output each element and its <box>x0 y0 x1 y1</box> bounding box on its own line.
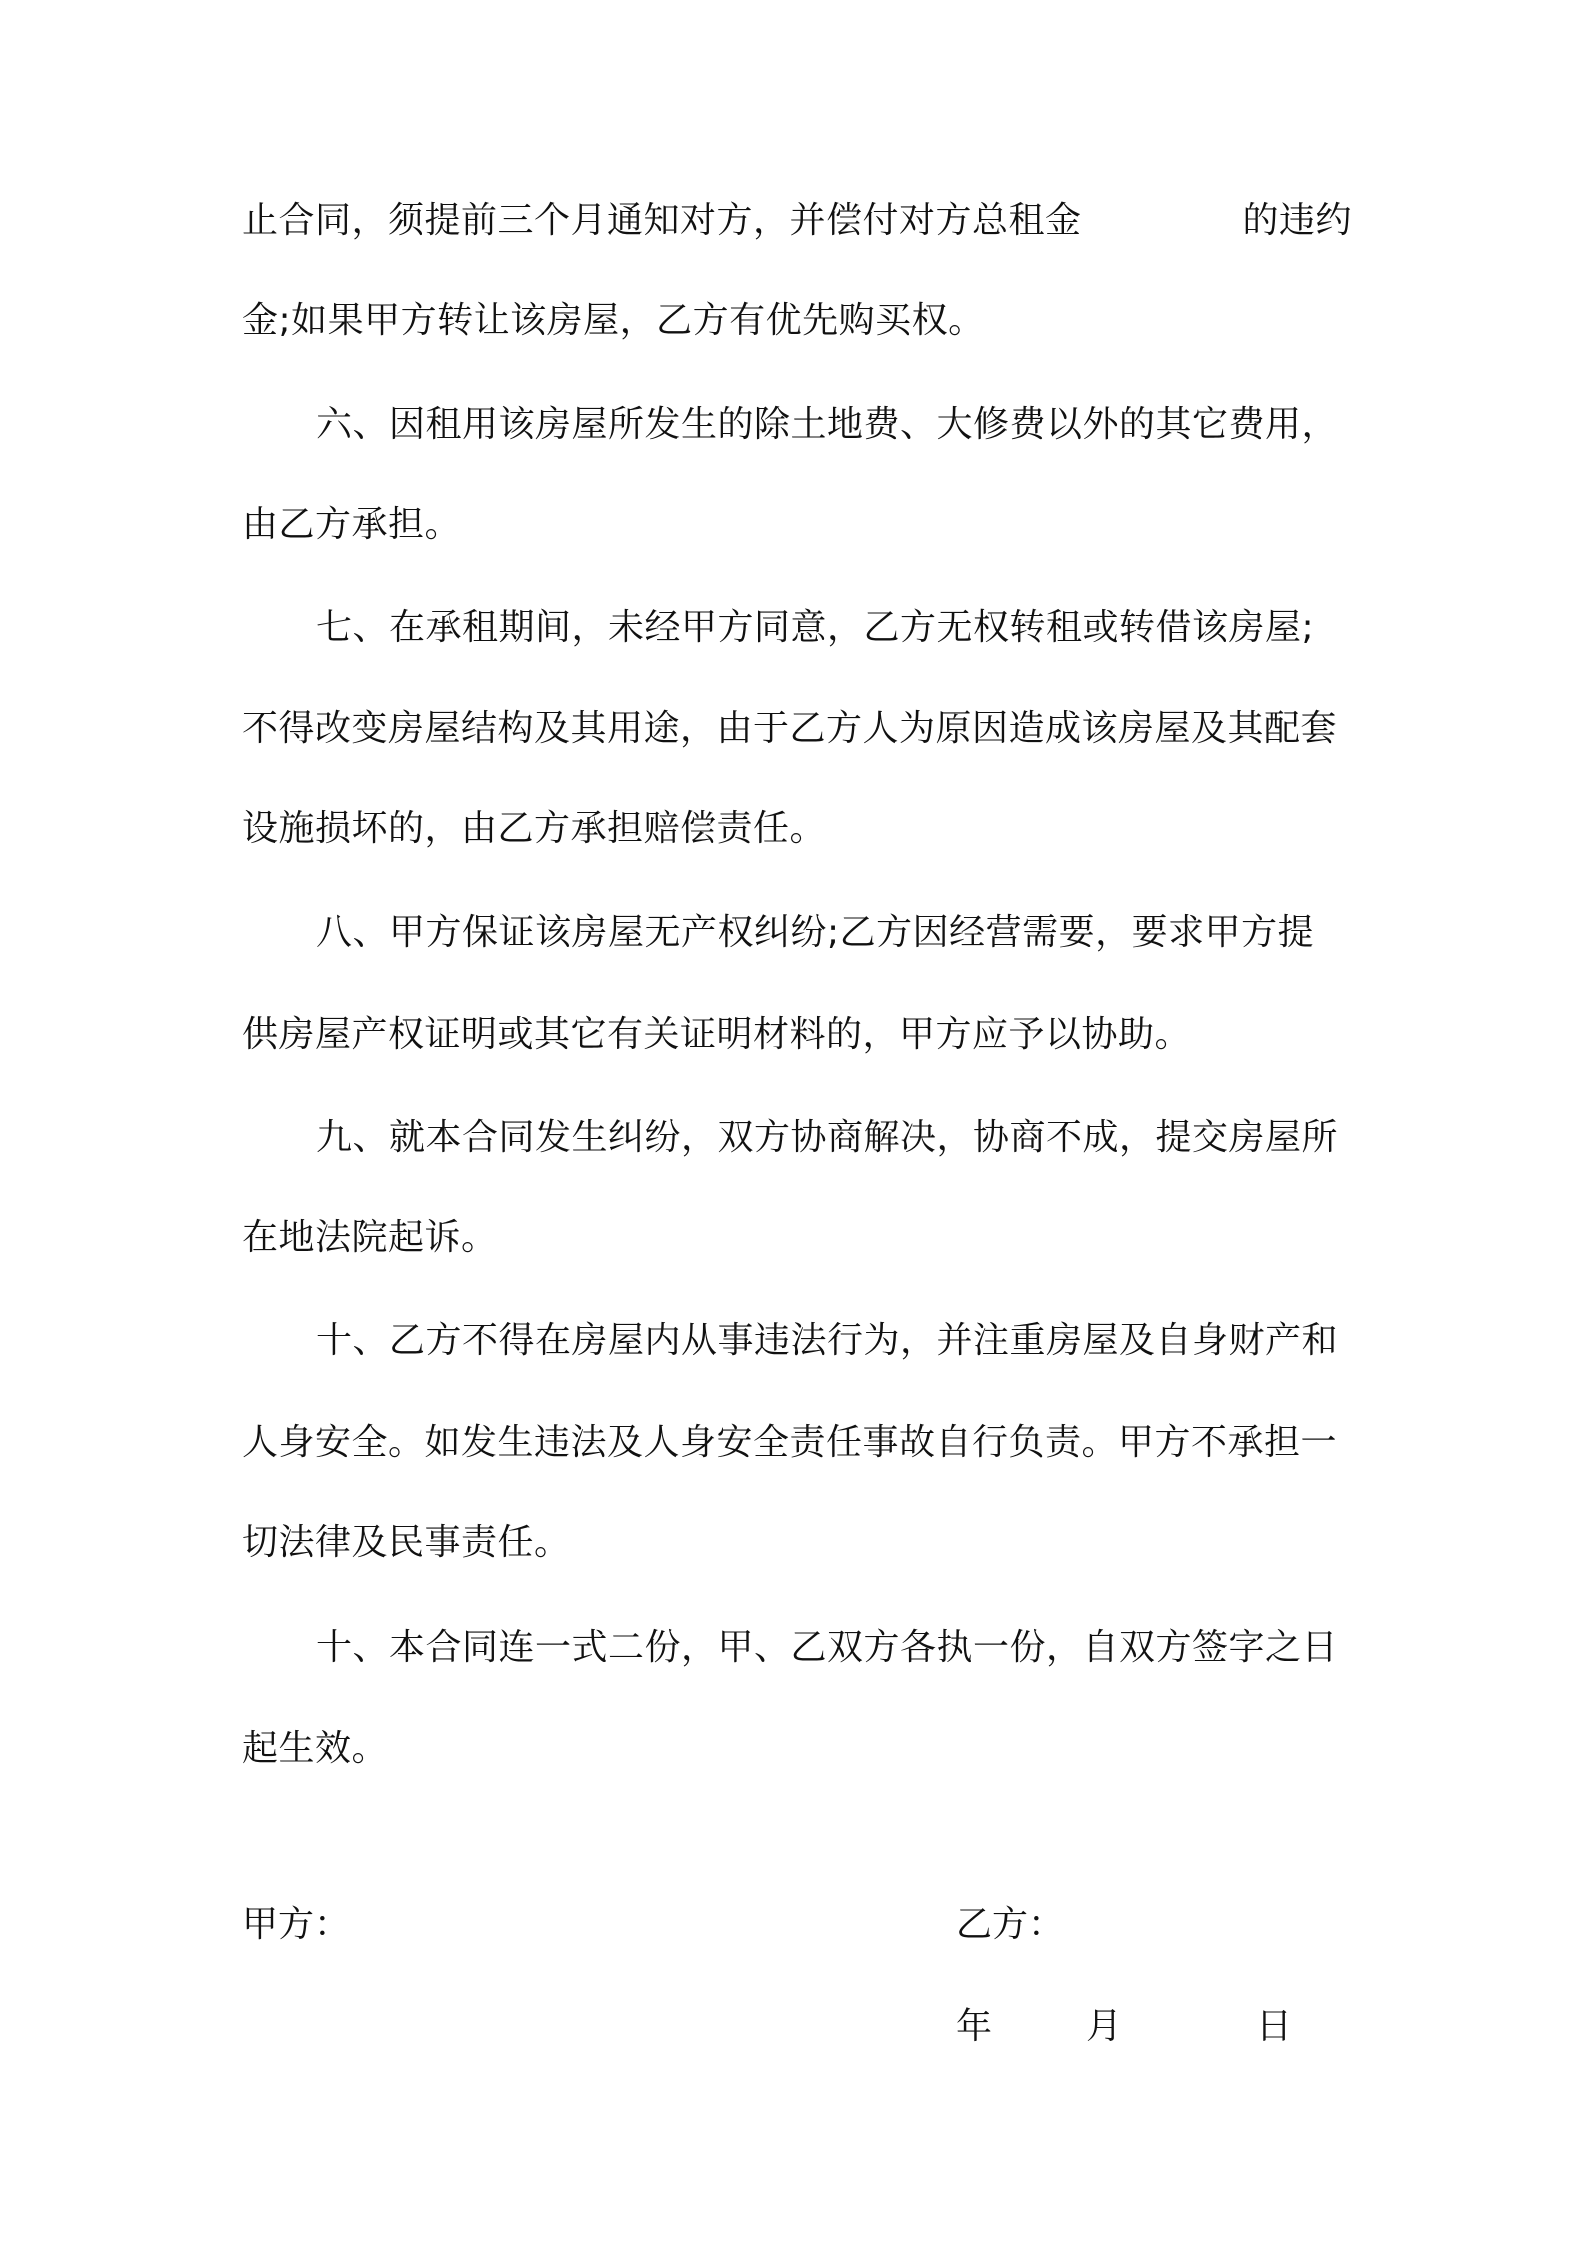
clause-11-line-1: 十、本合同连一式二份，甲、乙双方各执一份，自双方签字之日 <box>316 1627 1339 1668</box>
date-year-label: 年 <box>956 2006 993 2047</box>
party-a-signature-label: 甲方： <box>242 1904 351 1945</box>
text-line-1a: 止合同，须提前三个月通知对方，并偿付对方总租金 <box>242 200 1082 241</box>
clause-6-line-1: 六、因租用该房屋所发生的除土地费、大修费以外的其它费用， <box>316 404 1339 445</box>
text-line-1b: 的违约 <box>1242 200 1352 241</box>
clause-10-line-2: 人身安全。如发生违法及人身安全责任事故自行负责。甲方不承担一 <box>242 1422 1338 1463</box>
clause-7-line-3: 设施损坏的，由乙方承担赔偿责任。 <box>242 808 827 849</box>
clause-7-line-1: 七、在承租期间，未经甲方同意，乙方无权转租或转借该房屋; <box>316 607 1315 648</box>
date-month-label: 月 <box>1086 2006 1123 2047</box>
clause-6-line-2: 由乙方承担。 <box>242 504 462 545</box>
clause-8-line-2: 供房屋产权证明或其它有关证明材料的，甲方应予以协助。 <box>242 1014 1192 1055</box>
clause-8-line-1: 八、甲方保证该房屋无产权纠纷;乙方因经营需要，要求甲方提 <box>316 912 1315 953</box>
date-day-label: 日 <box>1256 2006 1293 2047</box>
clause-10-line-3: 切法律及民事责任。 <box>242 1522 571 1563</box>
clause-10-line-1: 十、乙方不得在房屋内从事违法行为，并注重房屋及自身财产和 <box>316 1320 1339 1361</box>
clause-11-line-2: 起生效。 <box>242 1728 389 1769</box>
paragraph-line-2: 金;如果甲方转让该房屋，乙方有优先购买权。 <box>242 300 985 341</box>
clause-9-line-1: 九、就本合同发生纠纷，双方协商解决，协商不成，提交房屋所 <box>316 1117 1339 1158</box>
clause-7-line-2: 不得改变房屋结构及其用途，由于乙方人为原因造成该房屋及其配套 <box>242 708 1338 749</box>
paragraph-line-1 <box>242 196 1352 246</box>
clause-9-line-2: 在地法院起诉。 <box>242 1217 498 1258</box>
party-b-signature-label: 乙方： <box>956 1904 1065 1945</box>
